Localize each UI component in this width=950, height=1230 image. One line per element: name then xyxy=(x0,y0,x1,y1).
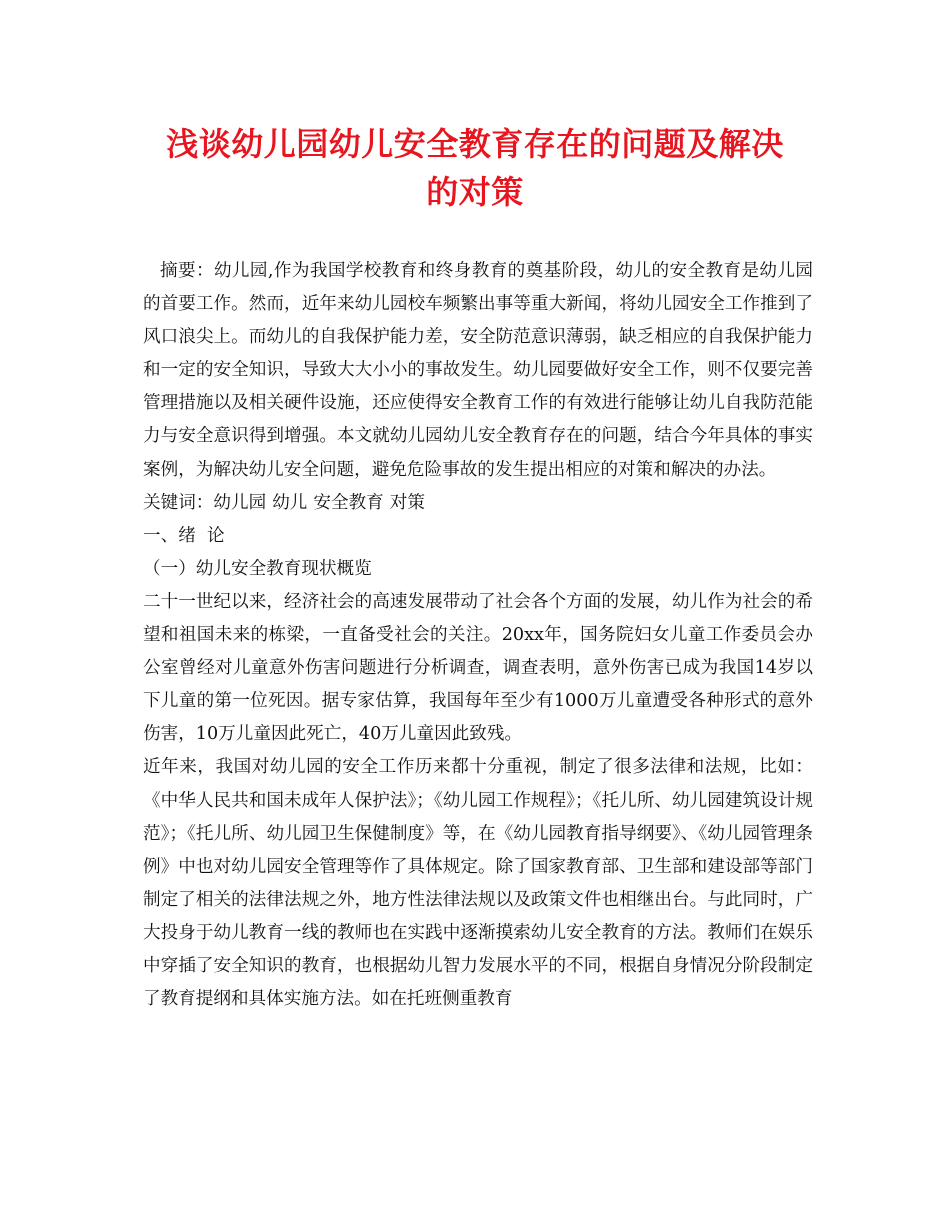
title-line-2: 的对策 xyxy=(426,173,524,211)
title-line-1: 浅谈幼儿园幼儿安全教育存在的问题及解决 xyxy=(166,125,784,163)
keyword-3: 安全教育 xyxy=(313,492,384,513)
keywords-label: 关键词： xyxy=(143,492,214,513)
keyword-2: 幼儿 xyxy=(272,492,308,513)
body-paragraph-1: 二十一世纪以来，经济社会的高速发展带动了社会各个方面的发展，幼儿作为社会的希望和祖国未来的栋梁，一直备受社会的关注。20xx年，国务院妇女儿童工作委员会办公室曾经对儿童意外伤害问题进行分析调查，调查表明，意外伤害已成为我国14岁以下儿童的第一位死因。据专家估算，我国每年至少有1000万儿童遭受各种形式的意外伤害，10万儿童因此死亡，40万儿童因此致残。 xyxy=(143,591,813,745)
keyword-4: 对策 xyxy=(389,492,425,513)
document-body xyxy=(143,255,813,1016)
keyword-1: 幼儿园 xyxy=(213,492,267,513)
section-heading: 一、绪 论 xyxy=(143,525,225,546)
keywords-line xyxy=(143,487,813,520)
document-title xyxy=(130,120,820,216)
body-paragraph-2: 近年来，我国对幼儿园的安全工作历来都十分重视，制定了很多法律和法规，比如：《中华人民共和国未成年人保护法》；《幼儿园工作规程》；《托儿所、幼儿园建筑设计规范》；《托儿所、幼儿园卫生保健制度》等，在《幼儿园教育指导纲要》、《幼儿园管理条例》中也对幼儿园安全管理等作了具体规定。除了国家教育部、卫生部和建设部等部门制定了相关的法律法规之外，地方性法律法规以及政策文件也相继出台。与此同时，广大投身于幼儿教育一线的教师也在实践中逐渐摸索幼儿安全教育的方法。教师们在娱乐中穿插了安全知识的教育，也根据幼儿智力发展水平的不同，根据自身情况分阶段制定了教育提纲和具体实施方法。如在托班侧重教育 xyxy=(143,757,813,1010)
subsection-heading: （一）幼儿安全教育现状概览 xyxy=(143,558,372,579)
abstract-paragraph: 摘要：幼儿园,作为我国学校教育和终身教育的奠基阶段，幼儿的安全教育是幼儿园的首要工作。然而，近年来幼儿园校车频繁出事等重大新闻，将幼儿园安全工作推到了风口浪尖上。而幼儿的自我保护能力差，安全防范意识薄弱，缺乏相应的自我保护能力和一定的安全知识，导致大大小小的事故发生。幼儿园要做好安全工作，则不仅要完善管理措施以及相关硬件设施，还应使得安全教育工作的有效进行能够让幼儿自我防范能力与安全意识得到增强。本文就幼儿园幼儿安全教育存在的问题，结合今年具体的事实案例，为解决幼儿安全问题，避免危险事故的发生提出相应的对策和解决的办法。 xyxy=(143,261,813,480)
